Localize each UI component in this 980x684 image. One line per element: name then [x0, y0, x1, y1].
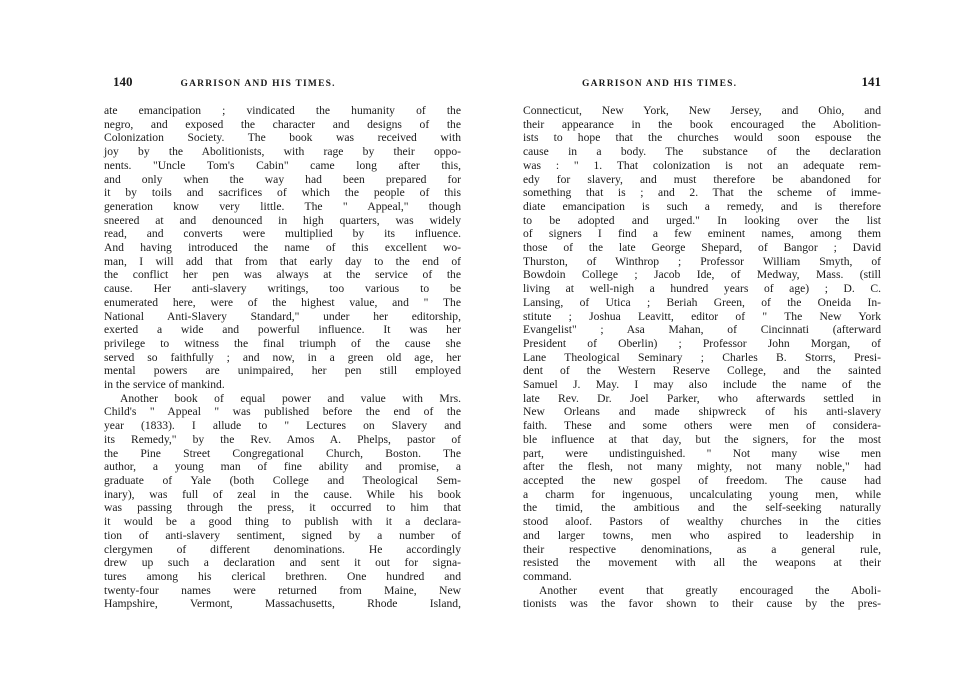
text-line: stood aloof. Pastors of wealthy churches in the cities	[523, 515, 881, 529]
text-line: negro, and exposed the character and designs of the	[104, 117, 461, 131]
text-line: command.	[523, 569, 572, 583]
text-line: Connecticut, New York, New Jersey, and Ohio, and	[523, 104, 881, 117]
text-line: exerted a wide and powerful influence. It was her	[104, 323, 461, 337]
text-line: of signers I find a few eminent names, among them	[523, 227, 881, 241]
text-line: to be adopted and urged." In looking over the list	[523, 213, 881, 227]
right-page-body	[523, 104, 881, 611]
text-line: Lane Theological Seminary ; Charles B. Storrs, Presi-	[523, 350, 881, 364]
text-line: drew up such a declaration and sent it out for signa-	[104, 556, 461, 570]
text-line: enumerated here, were of the highest value, and " The	[104, 295, 461, 309]
text-line: cause in a body. The substance of the declaration	[523, 145, 881, 159]
text-line: President of Oberlin) ; Professor John Morgan, of	[523, 336, 881, 350]
text-line: sneered at and denounced in high quarters, was widely	[104, 213, 461, 227]
text-line: and larger towns, men who aspired to leadership in	[523, 528, 881, 542]
text-line: living at well-nigh a hundred years of age) ; D. C.	[523, 282, 881, 296]
text-line: part, were undistinguished. " Not many wise men	[523, 446, 881, 460]
text-line: stitute ; Joshua Leavitt, editor of " The New York	[523, 309, 881, 323]
text-line: read, and converts were multiplied by its influence.	[104, 227, 461, 241]
text-line: tures among his clerical brethren. One hundred and	[104, 569, 461, 583]
text-line: ate emancipation ; vindicated the humanity of the	[104, 104, 461, 117]
text-line: was : " 1. That colonization is not an adequate rem-	[523, 158, 881, 172]
text-line: in the service of mankind.	[104, 378, 225, 392]
text-line: Hampshire, Vermont, Massachusetts, Rhode Island,	[104, 597, 461, 611]
left-page-body	[104, 104, 461, 611]
text-line: Bowdoin College ; Jacob Ide, of Medway, Mass. (still	[523, 268, 881, 282]
text-line: and only when the way had been prepared for	[104, 172, 461, 186]
text-line: its Remedy," by the Rev. Amos A. Phelps, pastor of	[104, 432, 461, 446]
text-line: Thurston, of Winthrop ; Professor William Smyth, of	[523, 254, 881, 268]
text-line: served so faithfully ; and now, in a green old age, her	[104, 350, 461, 364]
text-line: Child's " Appeal " was published before the end of the	[104, 405, 461, 419]
text-line: the conflict her pen was always at the service of the	[104, 268, 461, 282]
text-line: man, I will add that from that early day to the end of	[104, 254, 461, 268]
text-line: something that is ; and 2. That the scheme of imme-	[523, 186, 881, 200]
text-line: tionists was the favor shown to their cause by the pres-	[523, 597, 881, 611]
text-line: resisted the movement with all the weapons at their	[523, 556, 881, 570]
text-line: dent of the Western Reserve College, and the sainted	[523, 364, 881, 378]
text-line: their respective denominations, as a general rule,	[523, 542, 881, 556]
running-head: GARRISON AND HIS TIMES.	[180, 79, 336, 89]
text-line: cause. Her anti-slavery writings, too various to be	[104, 282, 461, 296]
text-line: Colonization Society. The book was received with	[104, 131, 461, 145]
page-number: 141	[861, 74, 881, 89]
text-line: it by toils and sacrifices of which the people of this	[104, 186, 461, 200]
text-line: New Orleans and made shipwreck of his anti-slavery	[523, 405, 881, 419]
text-line: Samuel J. May. I may also include the name of the	[523, 378, 881, 392]
right-page-header	[522, 74, 881, 94]
text-line: Another event that greatly encouraged the Aboli-	[539, 583, 881, 597]
text-line: privilege to witness the final triumph of the cause she	[104, 336, 461, 350]
text-line: nents. "Uncle Tom's Cabin" came long after this,	[104, 158, 461, 172]
text-line: graduate of Yale (both College and Theological Sem-	[104, 473, 461, 487]
running-head: GARRISON AND HIS TIMES.	[582, 79, 738, 89]
text-line: diate emancipation is such a remedy, and is therefore	[523, 199, 881, 213]
text-line: tion of anti-slavery sentiment, signed by a number of	[104, 528, 461, 542]
text-line: joy by the Abolitionists, with rage by their oppo-	[104, 145, 461, 159]
text-line: was passing through the press, it occurred to him that	[104, 501, 461, 515]
text-line: those of the late George Shepard, of Bangor ; David	[523, 241, 881, 255]
text-line: the Pine Street Congregational Church, Boston. The	[104, 446, 461, 460]
page-number: 140	[113, 74, 133, 89]
text-line: it would be a good thing to publish with it a declara-	[104, 515, 461, 529]
text-line: clergymen of different denominations. He accordingly	[104, 542, 461, 556]
text-line: ble influence at that day, but the signers, for the most	[523, 432, 881, 446]
text-line: faith. These and some others were men of considera-	[523, 419, 881, 433]
text-line: And having introduced the name of this excellent wo-	[104, 241, 461, 255]
text-line: late Rev. Dr. Joel Parker, who afterwards settled in	[523, 391, 881, 405]
text-line: Another book of equal power and value with Mrs.	[120, 391, 461, 405]
text-line: generation know very little. The " Appeal," though	[104, 199, 461, 213]
text-line: author, a young man of fine ability and promise, a	[104, 460, 461, 474]
left-page-header	[113, 74, 463, 94]
text-line: after the flesh, not many mighty, not many noble," had	[523, 460, 881, 474]
text-line: inary), was full of zeal in the cause. While his book	[104, 487, 461, 501]
text-line: mental powers are unimpaired, her pen still employed	[104, 364, 461, 378]
text-line: the timid, the ambitious and the self-seeking naturally	[523, 501, 881, 515]
text-line: edy for slavery, and must therefore be abandoned for	[523, 172, 881, 186]
text-line: Evangelist" ; Asa Mahan, of Cincinnati (afterward	[523, 323, 881, 337]
text-line: their appearance in the book encouraged the Abolition-	[523, 117, 881, 131]
right-page	[490, 0, 980, 684]
text-line: ists to hope that the churches would soon espouse the	[523, 131, 881, 145]
text-line: year (1833). I allude to " Lectures on Slavery and	[104, 419, 461, 433]
text-line: accepted the new gospel of freedom. The cause had	[523, 473, 881, 487]
text-line: National Anti-Slavery Standard," under her editorship,	[104, 309, 461, 323]
text-line: a charm for ingenuous, uncalculating young men, while	[523, 487, 881, 501]
text-line: twenty-four names were returned from Maine, New	[104, 583, 461, 597]
text-line: Lansing, of Utica ; Beriah Green, of the Oneida In-	[523, 295, 881, 309]
